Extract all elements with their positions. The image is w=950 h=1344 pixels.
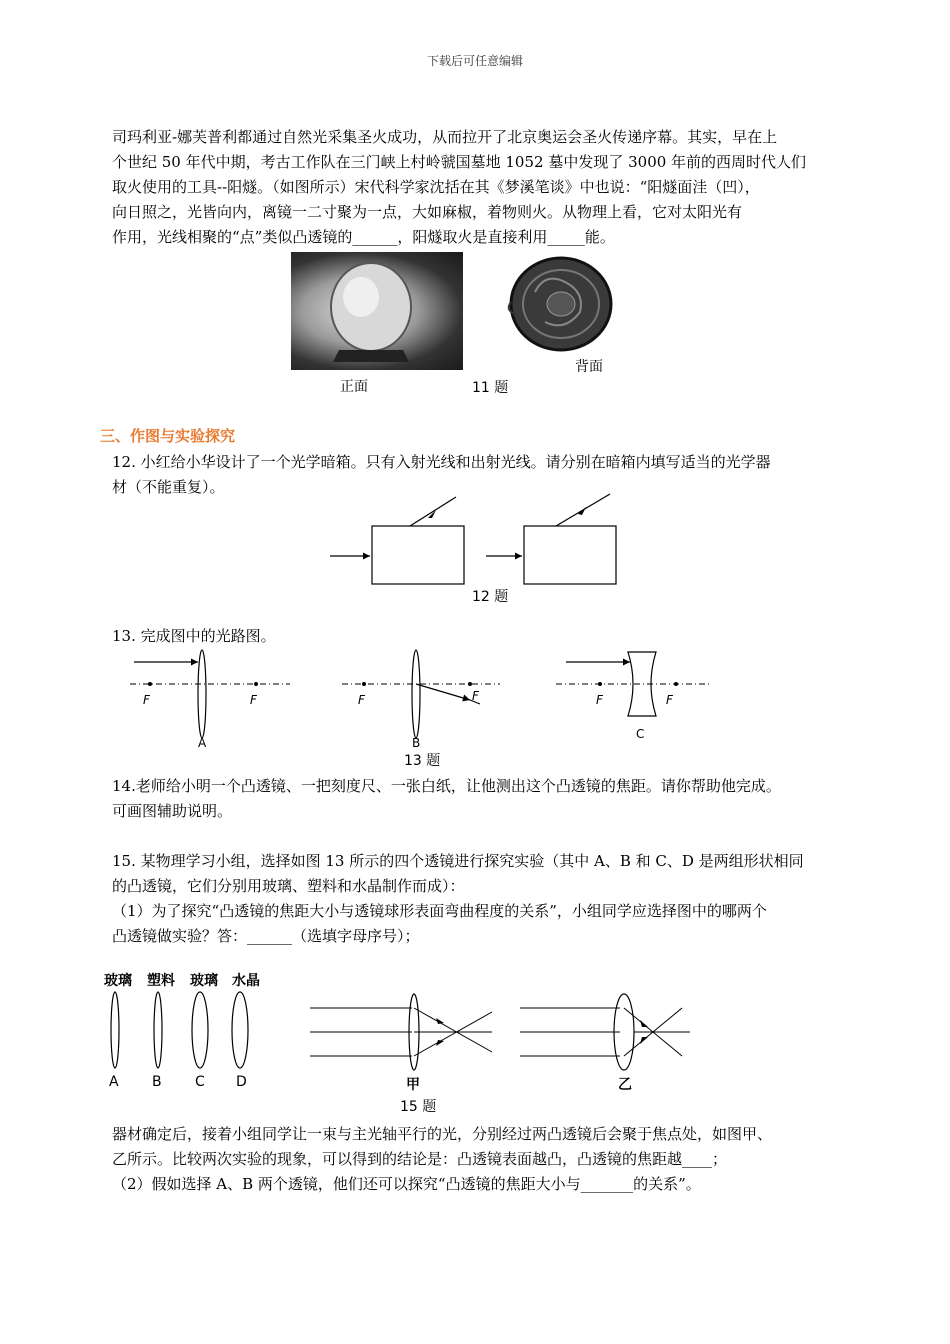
q11-line-2: 个世纪 50 年代中期，考古工作队在三门峡上村岭虢国墓地 1052 墓中发现了 3000 年前的西周时代人们 [112,153,807,171]
material-a: 玻璃 [104,973,132,989]
material-d: 水晶 [232,973,260,989]
yangsui-back-photo [505,252,615,361]
q13-lens-diagrams [120,648,720,748]
svg-text:F: F [596,693,603,707]
page-header: 下载后可任意编辑 [426,54,523,68]
q11-line-4: 向日照之，光皆向内，离镜一二寸聚为一点，大如麻椒，着物则火。从物理上看，它对太阳光有 [112,203,743,221]
svg-text:F: F [358,693,365,707]
letter-b: B [152,1074,162,1090]
svg-text:F: F [143,693,150,707]
svg-text:A: A [198,736,207,748]
q12-dark-box-diagram [320,492,640,592]
svg-text:C: C [636,727,645,741]
q15-after-line-2: 乙所示。比较两次实验的现象，可以得到的结论是：凸透镜表面越凸，凸透镜的焦距越____； [112,1150,728,1168]
section-title: 三、作图与实验探究 [100,427,236,445]
svg-text:F: F [250,693,257,707]
label-yi: 乙 [618,1077,632,1093]
q11-line-5: 作用，光线相聚的“点”类似凸透镜的______，阳燧取火是直接利用_____能。 [112,228,615,246]
q12-line-2: 材（不能重复）。 [112,478,225,496]
svg-text:F: F [472,689,479,703]
q13-text: 13. 完成图中的光路图。 [112,627,276,645]
q11-line-1: 司玛利亚-娜芙普利都通过自然光采集圣火成功，从而拉开了北京奥运会圣火传递序幕。其实，早在上 [112,128,778,146]
q14-line-1: 14.老师给小明一个凸透镜、一把刻度尺、一张白纸，让他测出这个凸透镜的焦距。请你帮助他完成。 [112,777,781,795]
q15-after-line-1: 器材确定后，接着小组同学让一束与主光轴平行的光，分别经过两凸透镜后会聚于焦点处，如图甲、 [112,1125,773,1143]
q15-line-3: （1）为了探究“凸透镜的焦距大小与透镜球形表面弯曲程度的关系”，小组同学应选择图中的哪两个 [112,902,767,920]
svg-text:B: B [412,736,421,748]
q15-after-line-3: （2）假如选择 A、B 两个透镜，他们还可以探究“凸透镜的焦距大小与_______的关系”。 [112,1175,701,1193]
yangsui-front-photo [291,252,463,370]
material-b: 塑料 [147,973,175,989]
material-c: 玻璃 [190,973,218,989]
svg-text:F: F [666,693,673,707]
q15-line-1: 15. 某物理学习小组，选择如图 13 所示的四个透镜进行探究实验（其中 A、B 和 C、D 是两组形状相同 [112,852,804,870]
label-front: 正面 [340,379,368,395]
q15-line-2: 的凸透镜，它们分别用玻璃、塑料和水晶制作而成）： [112,877,465,895]
q15-line-4: 凸透镜做实验？答：______（选填字母序号）； [112,927,420,945]
label-back: 背面 [575,359,603,375]
q14-line-2: 可画图辅助说明。 [112,802,233,820]
letter-d: D [236,1074,247,1090]
q15-lens-diagrams [100,990,700,1080]
q12-caption: 12 题 [472,589,509,605]
q12-line-1: 12. 小红给小华设计了一个光学暗箱。只有入射光线和出射光线。请分别在暗箱内填写适当的光学器 [112,453,771,471]
q11-line-3: 取火使用的工具--阳燧。（如图所示）宋代科学家沈括在其《梦溪笔谈》中也说：“阳燧面洼（凹）， [112,178,760,196]
label-jia: 甲 [406,1077,420,1093]
letter-a: A [109,1074,119,1090]
q11-caption: 11 题 [472,380,509,396]
q13-caption: 13 题 [404,753,441,769]
letter-c: C [195,1074,205,1090]
q15-caption: 15 题 [400,1099,437,1115]
